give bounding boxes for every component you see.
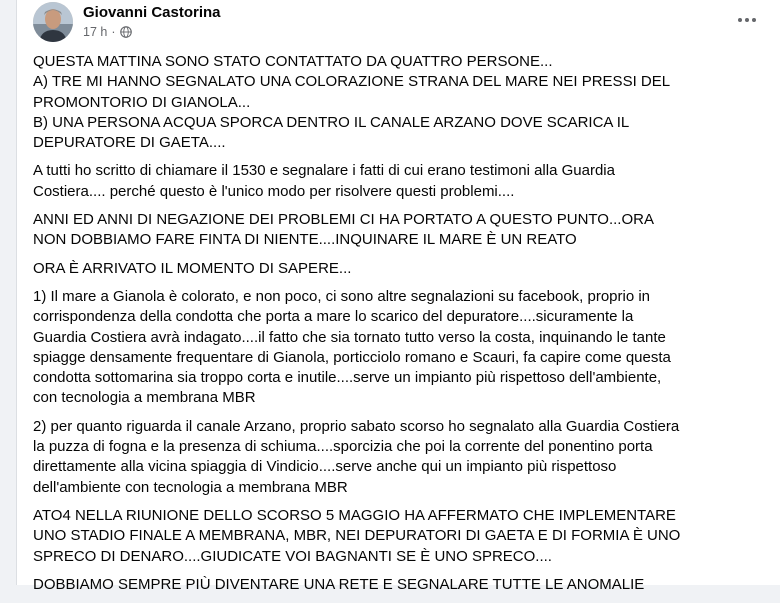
post-paragraph: ATO4 NELLA RIUNIONE DELLO SCORSO 5 MAGGIO HA AFFERMATO CHE IMPLEMENTARE UNO STADIO FINALE A MEMBRANA, MBR, NEI DEPURATORI DI GAETA E DI FORMIA È UNO SPRECO DI DENARO....GIUDICATE VOI BAGNANTI SE È UNO SPRECO....: [33, 506, 685, 565]
post-card: [16, 0, 780, 593]
author-avatar[interactable]: [33, 2, 73, 42]
more-dot: [745, 18, 749, 22]
post-paragraph: ORA È ARRIVATO IL MOMENTO DI SAPERE...: [33, 259, 352, 277]
meta-separator: ·: [111, 25, 116, 39]
post-paragraph: 2) per quanto riguarda il canale Arzano, proprio sabato scorso ho segnalato alla Guardia Costiera la puzza di fogna e la presenza di schiuma....sporcizia che poi la corrente del ponentino porta direttamente alla vicina spiaggia di Vindicio....serve anche qui un impianto più rispettoso dell'ambiente con tecnologia a membrana MBR: [33, 417, 684, 496]
author-name[interactable]: Giovanni Castorina: [83, 4, 221, 21]
post-meta: [83, 25, 132, 39]
post-body: [33, 52, 688, 603]
post-timestamp[interactable]: 17 h: [83, 25, 108, 39]
post-paragraph: ANNI ED ANNI DI NEGAZIONE DEI PROBLEMI CI HA PORTATO A QUESTO PUNTO...ORA NON DOBBIAMO FARE FINTA DI NIENTE....INQUINARE IL MARE È UN REATO: [33, 211, 658, 249]
globe-icon[interactable]: [120, 26, 132, 38]
post-paragraph: QUESTA MATTINA SONO STATO CONTATTATO DA QUATTRO PERSONE... A) TRE MI HANNO SEGNALATO UNA COLORAZIONE STRANA DEL MARE NEI PRESSI DEL PROMONTORIO DI GIANOLA... B) UNA PERSONA ACQUA SPORCA DENTRO IL CANALE ARZANO DOVE SCARICA IL DEPURATORE DI GAETA....: [33, 53, 670, 152]
post-paragraph: DOBBIAMO SEMPRE PIÙ DIVENTARE UNA RETE E SEGNALARE TUTTE LE ANOMALIE: [33, 575, 645, 593]
more-options-button[interactable]: [731, 8, 763, 32]
more-horizontal-icon: [738, 18, 742, 22]
post-paragraph: A tutti ho scritto di chiamare il 1530 e segnalare i fatti di cui erano testimoni alla Guardia Costiera.... perché questo è l'unico modo per risolvere questi problemi....: [33, 162, 620, 200]
post-paragraph: 1) Il mare a Gianola è colorato, e non poco, ci sono altre segnalazioni su facebook, proprio in corrispondenza della condotta che porta a mare lo scarico del depuratore....sicuramente la Guardia Costiera avrà indagato....il fatto che sia tornato tutto verso la costa, inquinando le tante spiagge densamente frequentare di Gianola, porticciolo romano e Scauri, fa capire come questa condotta sottomarina sia troppo corta e inutile....serve un impianto più rispettoso dell'ambiente, con tecnologia a membrana MBR: [33, 287, 676, 407]
more-dot: [752, 18, 756, 22]
post-header: [33, 0, 763, 50]
avatar-photo-icon: [33, 2, 73, 42]
